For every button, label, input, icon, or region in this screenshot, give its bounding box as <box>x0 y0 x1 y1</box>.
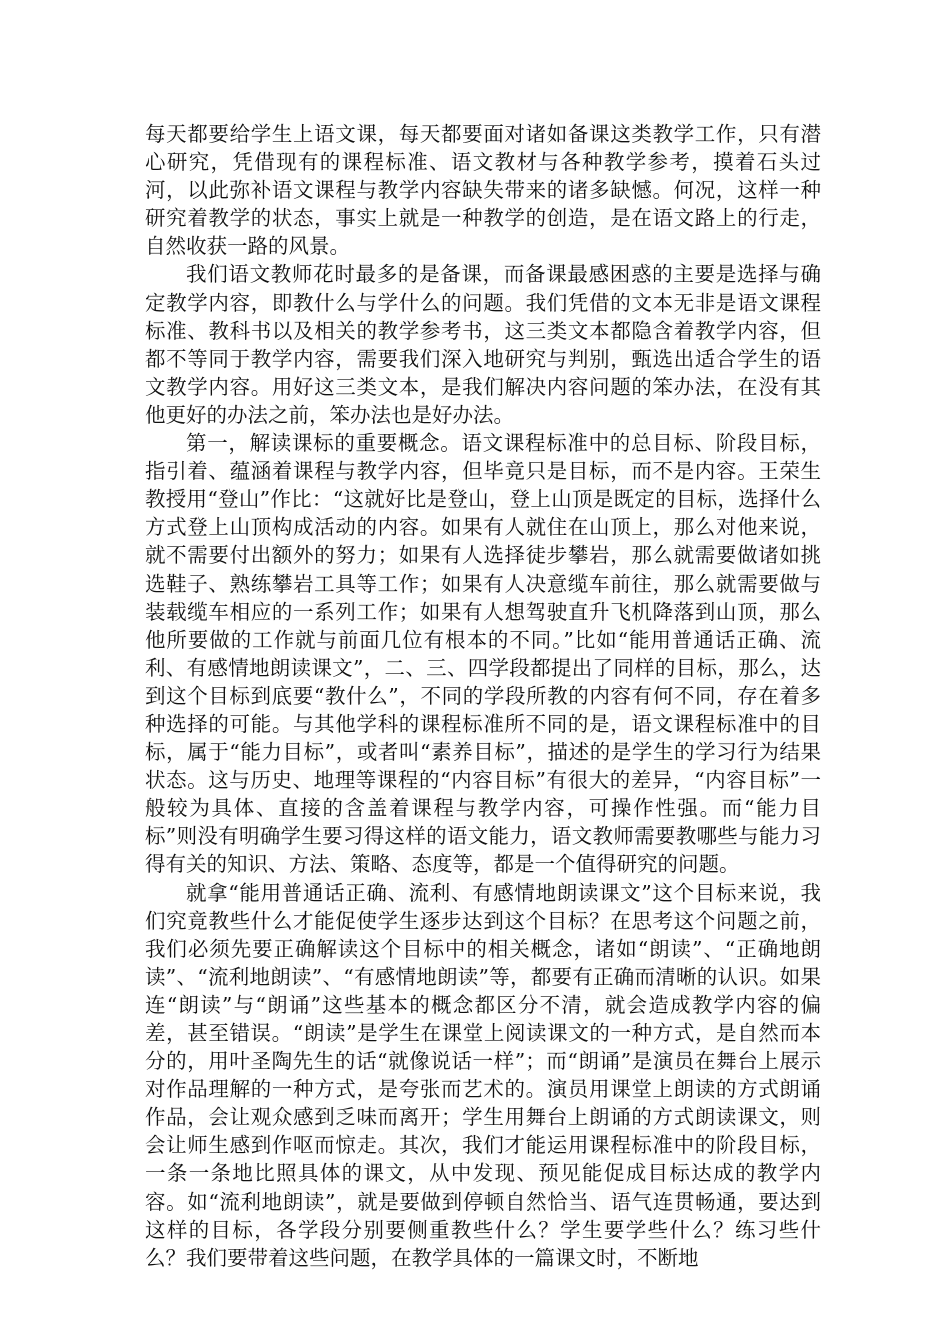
paragraph-curriculum-concepts: 第一，解读课标的重要概念。语文课程标准中的总目标、阶段目标，指引着、蕴涵着课程与教学内容，但毕竟只是目标，而不是内容。王荣生教授用“登山”作比：“这就好比是登山，登上山顶是既定的目标，选择什么方式登上山顶构成活动的内容。如果有人就住在山顶上，那么对他来说，就不需要付出额外的努力；如果有人选择徒步攀岩，那么就需要做诸如挑选鞋子、熟练攀岩工具等工作；如果有人决意缆车前往，那么就需要做与装载缆车相应的一系列工作；如果有人想驾驶直升飞机降落到山顶，那么他所要做的工作就与前面几位有根本的不同。”比如“能用普通话正确、流利、有感情地朗读课文”，二、三、四学段都提出了同样的目标，那么，达到这个目标到底要“教什么”，不同的学段所教的内容有何不同，存在着多种选择的可能。与其他学科的课程标准所不同的是，语文课程标准中的目标，属于“能力目标”，或者叫“素养目标”，描述的是学生的学习行为结果状态。这与历史、地理等课程的“内容目标”有很大的差异，“内容目标”一般较为具体、直接的含盖着课程与教学内容，可操作性强。而“能力目标”则没有明确学生要习得这样的语文能力，语文教师需要教哪些与能力习得有关的知识、方法、策略、态度等，都是一个值得研究的问题。 <box>145 431 821 877</box>
paragraph-reading-aloud: 就拿“能用普通话正确、流利、有感情地朗读课文”这个目标来说，我们究竟教些什么才能促使学生逐步达到这个目标？在思考这个问题之前，我们必须先要正确解读这个目标中的相关概念，诸如“朗读”、“正确地朗读”、“流利地朗读”、“有感情地朗读”等，都要有正确而清晰的认识。如果连“朗读”与“朗诵”这些基本的概念都区分不清，就会造成教学内容的偏差，甚至错误。“朗读”是学生在课堂上阅读课文的一种方式，是自然而本分的，用叶圣陶先生的话“就像说话一样”；而“朗诵”是演员在舞台上展示对作品理解的一种方式，是夸张而艺术的。演员用课堂上朗读的方式朗诵作品，会让观众感到乏味而离开；学生用舞台上朗诵的方式朗读课文，则会让师生感到作呕而惊走。其次，我们才能运用课程标准中的阶段目标，一条一条地比照具体的课文，从中发现、预见能促成目标达成的教学内容。如“流利地朗读”，就是要做到停顿自然恰当、语气连贯畅通，要达到这样的目标，各学段分别要侧重教些什么？学生要学些什么？练习些什么？我们要带着这些问题，在教学具体的一篇课文时，不断地 <box>145 880 821 1270</box>
document-page <box>145 120 821 1272</box>
paragraph-intro: 每天都要给学生上语文课，每天都要面对诸如备课这类教学工作，只有潜心研究，凭借现有的课程标准、语文教材与各种教学参考，摸着石头过河，以此弥补语文课程与教学内容缺失带来的诸多缺憾。何况，这样一种研究着教学的状态，事实上就是一种教学的创造，是在语文路上的行走，自然收获一路的风景。 <box>145 122 821 259</box>
paragraph-lesson-prep: 我们语文教师花时最多的是备课，而备课最感困惑的主要是选择与确定教学内容，即教什么与学什么的问题。我们凭借的文本无非是语文课程标准、教科书以及相关的教学参考书，这三类文本都隐含着教学内容，但都不等同于教学内容，需要我们深入地研究与判别，甄选出适合学生的语文教学内容。用好这三类文本，是我们解决内容问题的笨办法，在没有其他更好的办法之前，笨办法也是好办法。 <box>145 262 821 427</box>
